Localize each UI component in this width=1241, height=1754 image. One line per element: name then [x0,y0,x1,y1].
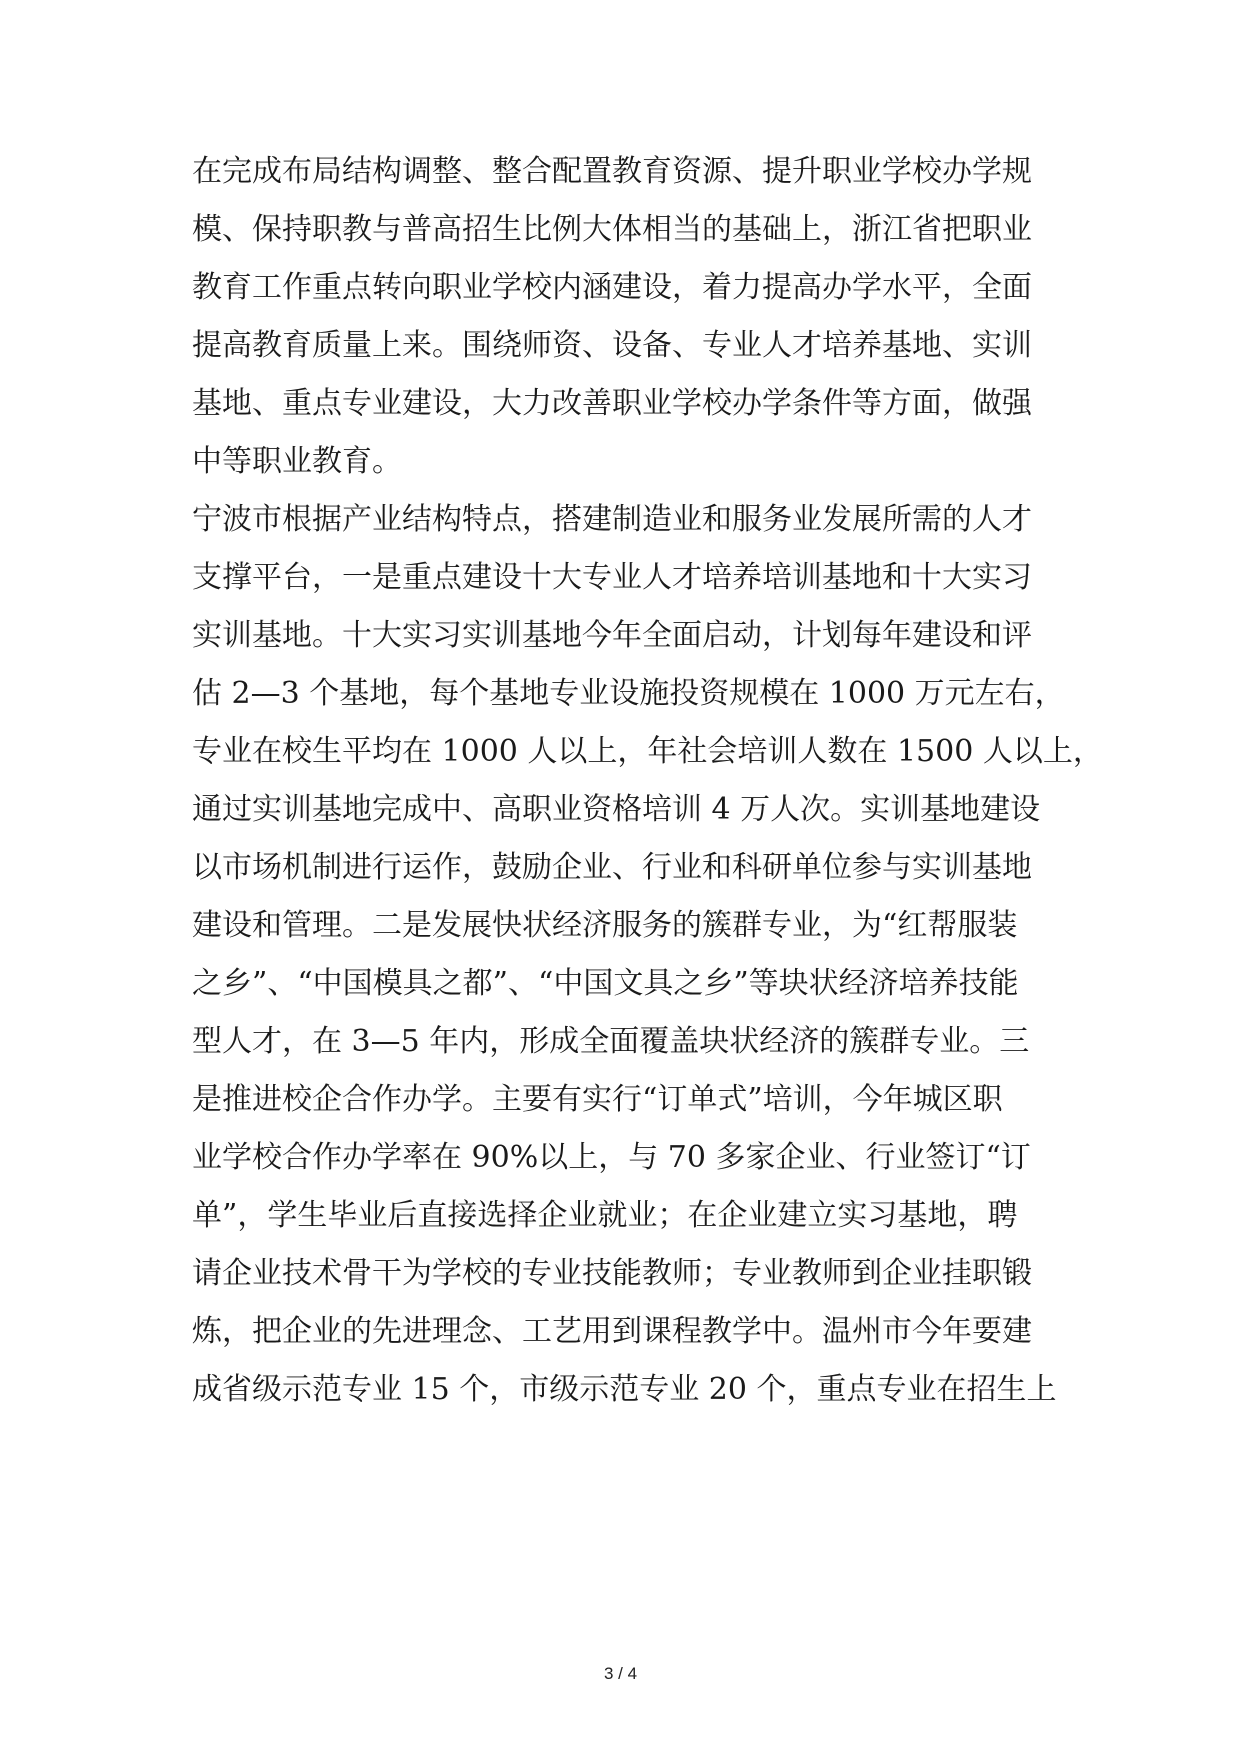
text-line: 估 2—3 个基地，每个基地专业设施投资规模在 1000 万元左右， [192,676,1065,711]
page-number: 3 / 4 [603,1664,638,1683]
text-line: 教育工作重点转向职业学校内涵建设，着力提高办学水平，全面 [192,270,1032,305]
text-line: 业学校合作办学率在 90%以上，与 70 多家企业、行业签订“订 [192,1140,1031,1175]
text-line: 以市场机制进行运作，鼓励企业、行业和科研单位参与实训基地 [192,850,1032,885]
text-line: 宁波市根据产业结构特点，搭建制造业和服务业发展所需的人才 [192,502,1032,537]
text-line: 模、保持职教与普高招生比例大体相当的基础上，浙江省把职业 [192,212,1032,247]
text-line: 实训基地。十大实习实训基地今年全面启动，计划每年建设和评 [192,618,1032,653]
text-line: 提高教育质量上来。围绕师资、设备、专业人才培养基地、实训 [192,328,1032,363]
text-line: 支撑平台，一是重点建设十大专业人才培养培训基地和十大实习 [192,560,1032,595]
text-line: 基地、重点专业建设，大力改善职业学校办学条件等方面，做强 [192,386,1032,421]
text-line: 请企业技术骨干为学校的专业技能教师；专业教师到企业挂职锻 [192,1256,1032,1291]
text-line: 炼，把企业的先进理念、工艺用到课程教学中。温州市今年要建 [192,1314,1032,1349]
text-line: 通过实训基地完成中、高职业资格培训 4 万人次。实训基地建设 [192,792,1041,827]
text-line: 单”，学生毕业后直接选择企业就业；在企业建立实习基地，聘 [192,1198,1018,1233]
text-line: 建设和管理。二是发展快状经济服务的簇群专业，为“红帮服装 [192,908,1018,943]
text-line: 在完成布局结构调整、整合配置教育资源、提升职业学校办学规 [192,154,1032,189]
text-line: 型人才，在 3—5 年内，形成全面覆盖块状经济的簇群专业。三 [192,1024,1030,1059]
text-line: 中等职业教育。 [192,444,402,479]
text-line: 是推进校企合作办学。主要有实行“订单式”培训，今年城区职 [192,1082,1003,1117]
text-line: 专业在校生平均在 1000 人以上，年社会培训人数在 1500 人以上， [192,734,1103,769]
text-line: 之乡”、“中国模具之都”、“中国文具之乡”等块状经济培养技能 [192,966,1019,1001]
text-line: 成省级示范专业 15 个，市级示范专业 20 个，重点专业在招生上 [192,1372,1057,1407]
